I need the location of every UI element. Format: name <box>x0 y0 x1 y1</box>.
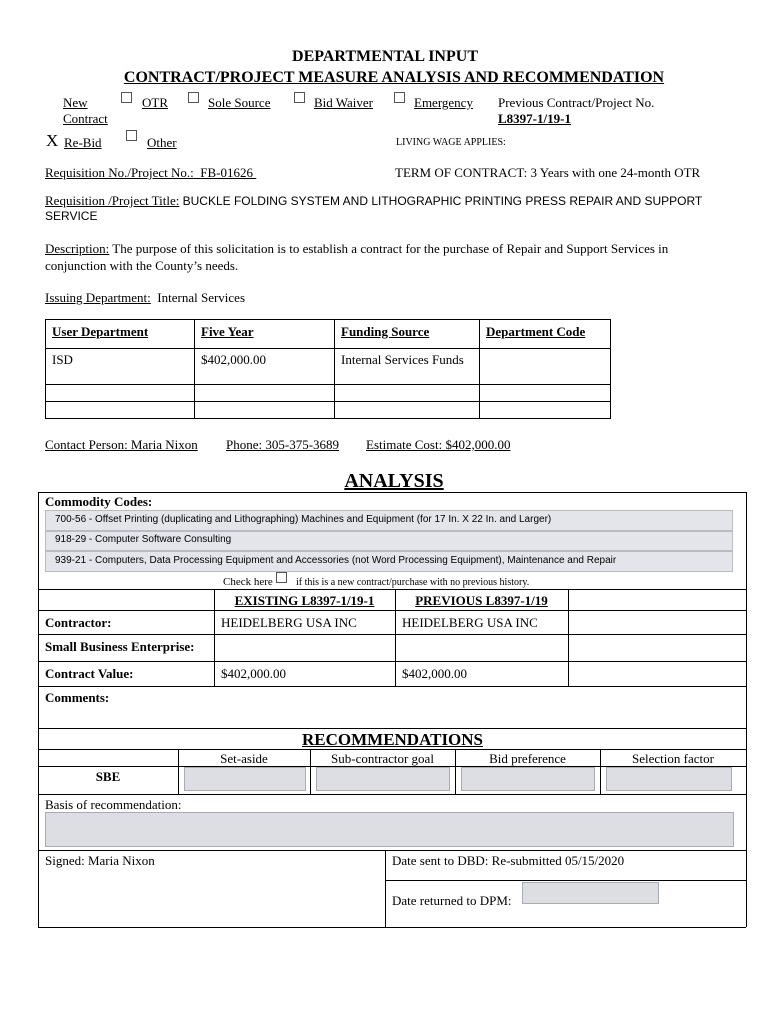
contractor-existing: HEIDELBERG USA INC <box>221 615 357 630</box>
bid-waiver-label: Bid Waiver <box>314 95 374 110</box>
table-cell <box>480 349 611 385</box>
new-contract-label: New <box>63 95 88 110</box>
contractor-label: Contractor: <box>45 615 112 630</box>
basis-label: Basis of recommendation: <box>45 797 182 812</box>
emergency-checkbox[interactable] <box>394 92 405 103</box>
table-cell <box>46 385 195 402</box>
living-wage-label: LIVING WAGE APPLIES: <box>396 137 506 148</box>
check-here-label: Check here <box>223 576 273 588</box>
table-cell: ISD <box>46 349 195 385</box>
col-department-code: Department Code <box>480 320 611 349</box>
commodity-code-row: 700-56 - Offset Printing (duplicating and Lithographing) Machines and Equipment (for 17 In. X 22 In. and Larger) <box>45 510 733 531</box>
sole-source-label: Sole Source <box>208 95 271 110</box>
previous-contract-number: L8397-1/19-1 <box>498 111 571 126</box>
new-contract-history-checkbox[interactable] <box>276 572 287 583</box>
bid-waiver-checkbox[interactable] <box>294 92 305 103</box>
commodity-codes-label: Commodity Codes: <box>45 494 153 509</box>
date-returned-label: Date returned to DPM: <box>392 893 512 908</box>
subcontractor-goal-header: Sub-contractor goal <box>331 751 434 766</box>
term-of-contract: TERM OF CONTRACT: 3 Years with one 24-month OTR <box>395 165 701 180</box>
form-subtitle: CONTRACT/PROJECT MEASURE ANALYSIS AND RECOMMENDATION <box>123 69 665 86</box>
table-cell <box>195 385 335 402</box>
estimate-cost: Estimate Cost: $402,000.00 <box>366 437 511 452</box>
table-cell <box>480 402 611 419</box>
contact-phone: Phone: 305-375-3689 <box>226 437 340 452</box>
sbe-row-label: SBE <box>95 769 121 784</box>
table-cell <box>480 385 611 402</box>
previous-contract-header: PREVIOUS L8397-1/19 <box>415 593 548 608</box>
signed-by: Signed: Maria Nixon <box>45 853 155 868</box>
commodity-code-row: 918-29 - Computer Software Consulting <box>45 531 733 551</box>
sbe-label: Small Business Enterprise: <box>45 639 195 654</box>
otr-label: OTR <box>142 95 168 110</box>
other-label: Other <box>147 135 177 150</box>
project-title: Requisition /Project Title: BUCKLE FOLDING SYSTEM AND LITHOGRAPHIC PRINTING PRESS REPAIR AND SUPPORT <box>45 193 703 208</box>
table-row <box>46 349 611 385</box>
date-returned-field[interactable] <box>522 882 659 904</box>
bid-preference-field[interactable] <box>461 767 595 791</box>
bid-preference-header: Bid preference <box>489 751 566 766</box>
table-cell <box>195 402 335 419</box>
subcontractor-goal-field[interactable] <box>316 767 450 791</box>
set-aside-field[interactable] <box>184 767 306 791</box>
col-user-department: User Department <box>46 320 195 349</box>
description-line2: conjunction with the County’s needs. <box>45 258 239 273</box>
selection-factor-header: Selection factor <box>632 751 714 766</box>
existing-contract-header: EXISTING L8397-1/19-1 <box>234 593 375 608</box>
basis-field[interactable] <box>45 812 734 847</box>
new-contract-label-2: Contract <box>63 111 108 126</box>
table-cell: Internal Services Funds <box>335 349 480 385</box>
emergency-label: Emergency <box>414 95 473 110</box>
sole-source-checkbox[interactable] <box>188 92 199 103</box>
contact-person: Contact Person: Maria Nixon <box>45 437 198 452</box>
comments-label: Comments: <box>45 690 110 705</box>
other-checkbox[interactable] <box>126 130 137 141</box>
selection-factor-field[interactable] <box>606 767 732 791</box>
commodity-code-row: 939-21 - Computers, Data Processing Equipment and Accessories (not Word Processing Equipment), Maintenance and Repair <box>45 551 733 572</box>
contract-value-existing: $402,000.00 <box>221 666 286 681</box>
check-here-suffix: if this is a new contract/purchase with no previous history. <box>296 577 530 588</box>
description: Description: The purpose of this solicitation is to establish a contract for the purchase of Repair and Support Services in <box>45 241 669 256</box>
set-aside-header: Set-aside <box>220 751 268 766</box>
table-row <box>46 402 611 419</box>
otr-checkbox[interactable] <box>121 92 132 103</box>
issuing-department: Issuing Department: Internal Services <box>45 290 246 305</box>
table-cell: $402,000.00 <box>195 349 335 385</box>
requisition-label: Requisition No./Project No.: FB-01626 <box>45 165 254 180</box>
table-row <box>46 385 611 402</box>
table-cell <box>335 402 480 419</box>
project-title-line2: SERVICE <box>45 209 98 223</box>
col-five-year: Five Year <box>195 320 335 349</box>
rebid-label: Re-Bid <box>64 135 102 150</box>
contractor-previous: HEIDELBERG USA INC <box>402 615 538 630</box>
recommendations-title: RECOMMENDATIONS <box>301 730 484 749</box>
date-sent-to-dbd: Date sent to DBD: Re-submitted 05/15/2020 <box>392 853 625 868</box>
table-cell <box>46 402 195 419</box>
previous-contract-label: Previous Contract/Project No. <box>498 95 655 110</box>
form-title: DEPARTMENTAL INPUT <box>292 48 478 65</box>
analysis-title: ANALYSIS <box>344 470 444 492</box>
rebid-mark: X <box>46 131 59 150</box>
contract-value-previous: $402,000.00 <box>402 666 467 681</box>
table-cell <box>335 385 480 402</box>
col-funding-source: Funding Source <box>335 320 480 349</box>
contract-value-label: Contract Value: <box>45 666 134 681</box>
department-table <box>45 319 611 419</box>
